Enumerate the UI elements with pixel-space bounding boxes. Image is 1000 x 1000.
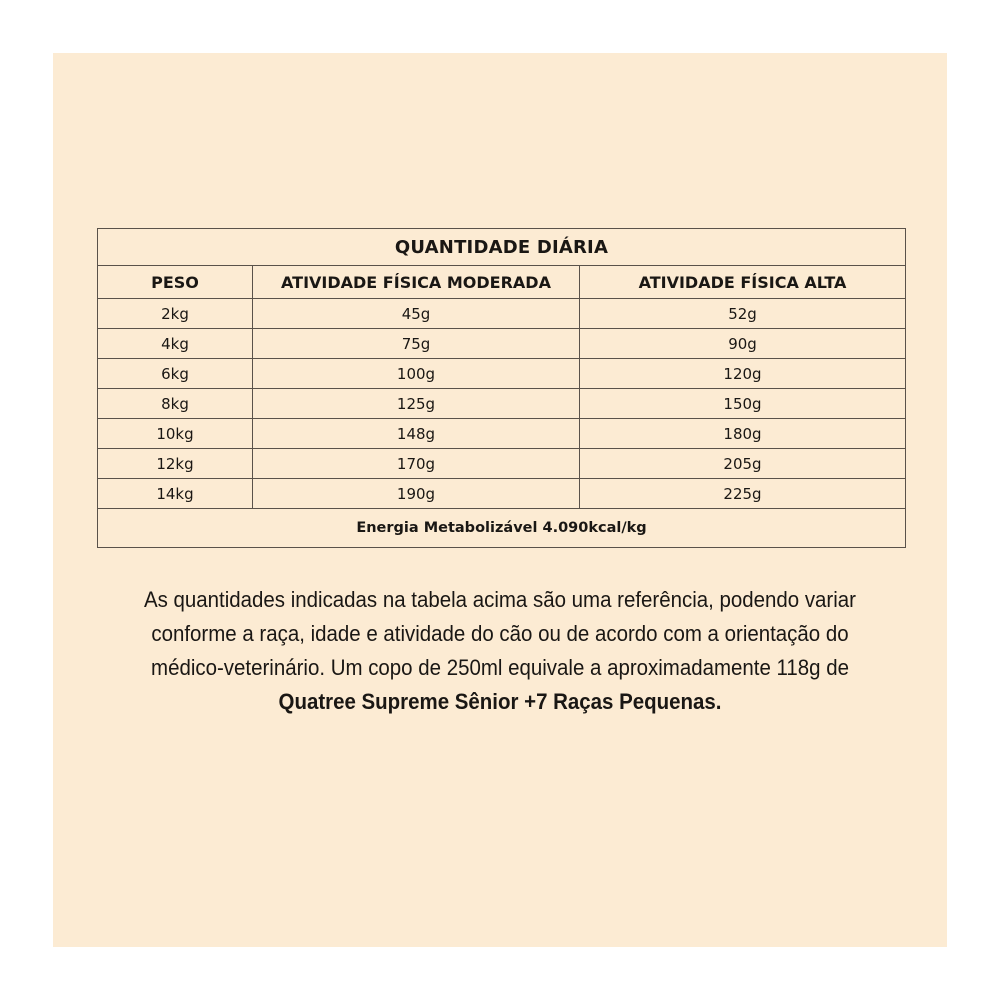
table-row bbox=[98, 449, 906, 479]
high-cell: 52g bbox=[580, 299, 906, 329]
table-title: QUANTIDADE DIÁRIA bbox=[98, 229, 906, 266]
note-line: As quantidades indicadas na tabela acima são uma referência, podendo variar bbox=[143, 587, 857, 612]
product-name-text: Quatree Supreme Sênior +7 Raças Pequenas. bbox=[278, 689, 722, 714]
weight-cell: 8kg bbox=[98, 389, 253, 419]
weight-cell: 10kg bbox=[98, 419, 253, 449]
high-cell: 90g bbox=[580, 329, 906, 359]
note-line: conforme a raça, idade e atividade do cão ou de acordo com a orientação do bbox=[151, 621, 849, 646]
header-moderate-activity: ATIVIDADE FÍSICA MODERADA bbox=[253, 266, 580, 299]
high-cell: 180g bbox=[580, 419, 906, 449]
table-row bbox=[98, 299, 906, 329]
feeding-card bbox=[53, 53, 947, 947]
moderate-cell: 190g bbox=[253, 479, 580, 509]
high-cell: 205g bbox=[580, 449, 906, 479]
moderate-cell: 75g bbox=[253, 329, 580, 359]
table-row bbox=[98, 359, 906, 389]
weight-cell: 12kg bbox=[98, 449, 253, 479]
moderate-cell: 125g bbox=[253, 389, 580, 419]
feeding-note bbox=[103, 583, 897, 719]
table-header-row bbox=[98, 266, 906, 299]
weight-cell: 6kg bbox=[98, 359, 253, 389]
table-row bbox=[98, 389, 906, 419]
table-row bbox=[98, 479, 906, 509]
high-cell: 120g bbox=[580, 359, 906, 389]
metabolizable-energy-footer: Energia Metabolizável 4.090kcal/kg bbox=[98, 509, 906, 548]
note-line: médico-veterinário. Um copo de 250ml equivale a aproximadamente 118g de bbox=[151, 655, 849, 680]
high-cell: 150g bbox=[580, 389, 906, 419]
moderate-cell: 100g bbox=[253, 359, 580, 389]
moderate-cell: 170g bbox=[253, 449, 580, 479]
header-high-activity: ATIVIDADE FÍSICA ALTA bbox=[580, 266, 906, 299]
table-row bbox=[98, 329, 906, 359]
weight-cell: 2kg bbox=[98, 299, 253, 329]
weight-cell: 14kg bbox=[98, 479, 253, 509]
product-name bbox=[103, 685, 897, 719]
daily-quantity-table bbox=[97, 228, 906, 548]
moderate-cell: 148g bbox=[253, 419, 580, 449]
header-weight: PESO bbox=[98, 266, 253, 299]
weight-cell: 4kg bbox=[98, 329, 253, 359]
moderate-cell: 45g bbox=[253, 299, 580, 329]
high-cell: 225g bbox=[580, 479, 906, 509]
table-row bbox=[98, 419, 906, 449]
